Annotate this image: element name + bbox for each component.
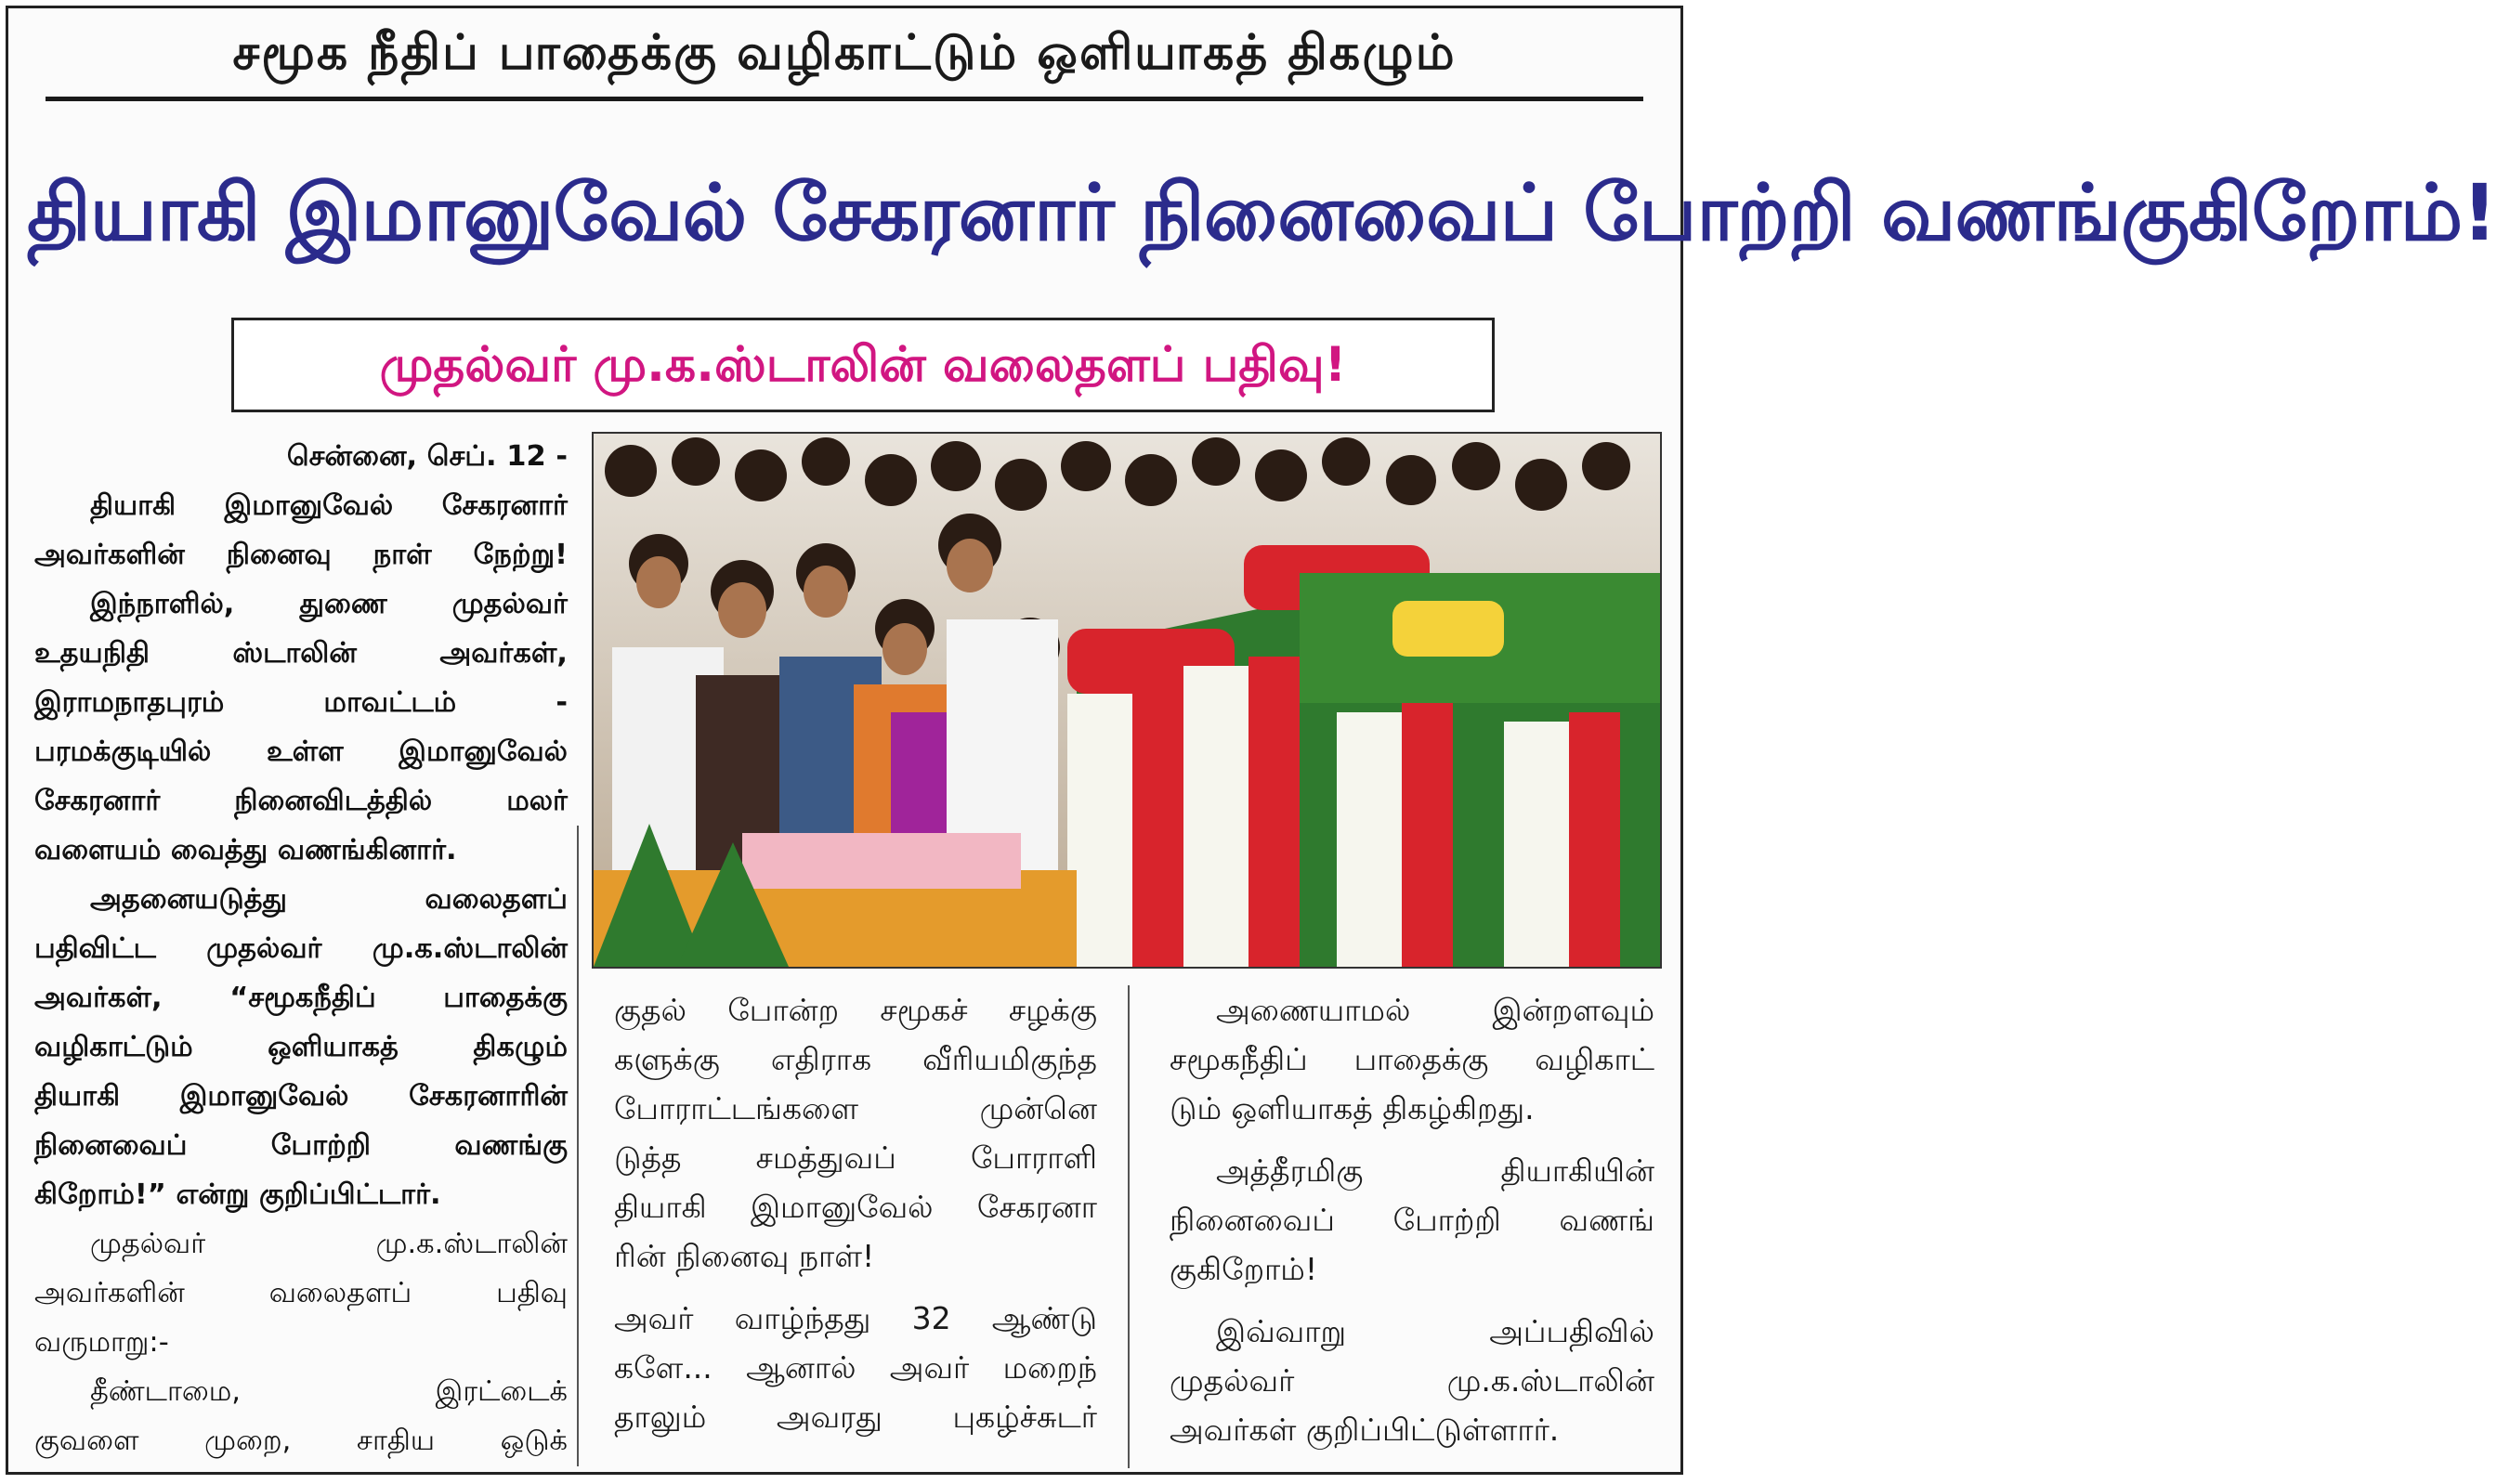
memorial-photo-illustration (594, 434, 1660, 967)
article-line: உதயநிதி ஸ்டாலின் அவர்கள், (34, 637, 568, 670)
middle-column (614, 985, 1097, 1441)
article-line: தியாகி இமானுவேல் சேகரனாரின் (34, 1080, 568, 1113)
article-line: முதல்வர் மு.க.ஸ்டாலின் (1170, 1362, 1654, 1399)
article-line: இராமநாதபுரம் மாவட்டம் - (34, 686, 568, 719)
article-line: அவர்கள், “சமூகநீதிப் பாதைக்கு (34, 982, 568, 1014)
left-column (34, 432, 568, 1465)
column-divider (1128, 985, 1130, 1468)
main-headline: தியாகி இமானுவேல் சேகரனார் நினைவைப் போற்றி வணங்குகிறோம்! (27, 167, 2497, 258)
article-line: அவர்களின் வலைதளப் பதிவு (34, 1277, 568, 1309)
article-line: டுத்த சமத்துவப் போராளி (614, 1139, 1097, 1176)
article-line: களே... ஆனால் அவர் மறைந் (614, 1349, 1097, 1386)
article-line: நினைவைப் போற்றி வணங்கு (34, 1129, 568, 1162)
article-line: களுக்கு எதிராக வீரியமிகுந்த (614, 1041, 1097, 1077)
right-column (1170, 985, 1654, 1454)
article-line: அத்தீரமிகு தியாகியின் (1216, 1152, 1654, 1189)
article-line: டும் ஒளியாகத் திகழ்கிறது. (1170, 1090, 1535, 1126)
dateline: சென்னை, செப். 12 - (286, 440, 568, 473)
article-line: வழிகாட்டும் ஒளியாகத் திகழும் (34, 1031, 568, 1063)
article-line: குவளை முறை, சாதிய ஒடுக் (34, 1425, 568, 1457)
article-line: பதிவிட்ட முதல்வர் மு.க.ஸ்டாலின் (34, 932, 568, 965)
article-line: அவர்கள் குறிப்பிட்டுள்ளார். (1170, 1412, 1560, 1448)
article-line: முதல்வர் மு.க.ஸ்டாலின் (90, 1228, 568, 1260)
article-line: தீண்டாமை, இரட்டைக் (90, 1375, 568, 1408)
article-line: தியாகி இமானுவேல் சேகரனார் (90, 489, 568, 522)
article-line: கிறோம்!” என்று குறிப்பிட்டார். (34, 1178, 441, 1211)
subheadline-box: முதல்வர் மு.க.ஸ்டாலின் வலைதளப் பதிவு! (231, 318, 1495, 412)
article-line: இவ்வாறு அப்பதிவில் (1216, 1313, 1654, 1349)
article-line: இந்நாளில், துணை முதல்வர் (90, 588, 568, 620)
article-line: அணையாமல் இன்றளவும் (1216, 992, 1654, 1028)
article-line: சேகரனார் நினைவிடத்தில் மலர் (34, 785, 568, 817)
article-line: அவர் வாழ்ந்தது 32 ஆண்டு (614, 1300, 1097, 1336)
kicker-headline: சமூக நீதிப் பாதைக்கு வழிகாட்டும் ஒளியாகத் திகழும் (46, 25, 1643, 101)
article-line: வளையம் வைத்து வணங்கினார். (34, 834, 457, 866)
article-line: வருமாறு:- (34, 1326, 169, 1359)
newspaper-clipping (6, 6, 2497, 1475)
memorial-photo (592, 432, 1662, 969)
article-line: குகிறோம்! (1170, 1251, 1318, 1287)
article-line: தியாகி இமானுவேல் சேகரனா (614, 1189, 1097, 1225)
column-divider (577, 826, 579, 1466)
article-line: ரின் நினைவு நாள்! (614, 1238, 875, 1274)
article-line: குதல் போன்ற சமூகச் சழக்கு (614, 992, 1097, 1028)
article-line: பரமக்குடியில் உள்ள இமானுவேல் (34, 735, 568, 768)
article-line: நினைவைப் போற்றி வணங் (1170, 1202, 1654, 1238)
article-line: தாலும் அவரது புகழ்ச்சுடர் (614, 1399, 1097, 1435)
article-line: சமூகநீதிப் பாதைக்கு வழிகாட் (1170, 1041, 1654, 1077)
article-line: அவர்களின் நினைவு நாள் நேற்று! (34, 539, 568, 571)
article-line: போராட்டங்களை முன்னெ (614, 1090, 1097, 1126)
article-line: அதனையடுத்து வலைதளப் (90, 883, 568, 916)
